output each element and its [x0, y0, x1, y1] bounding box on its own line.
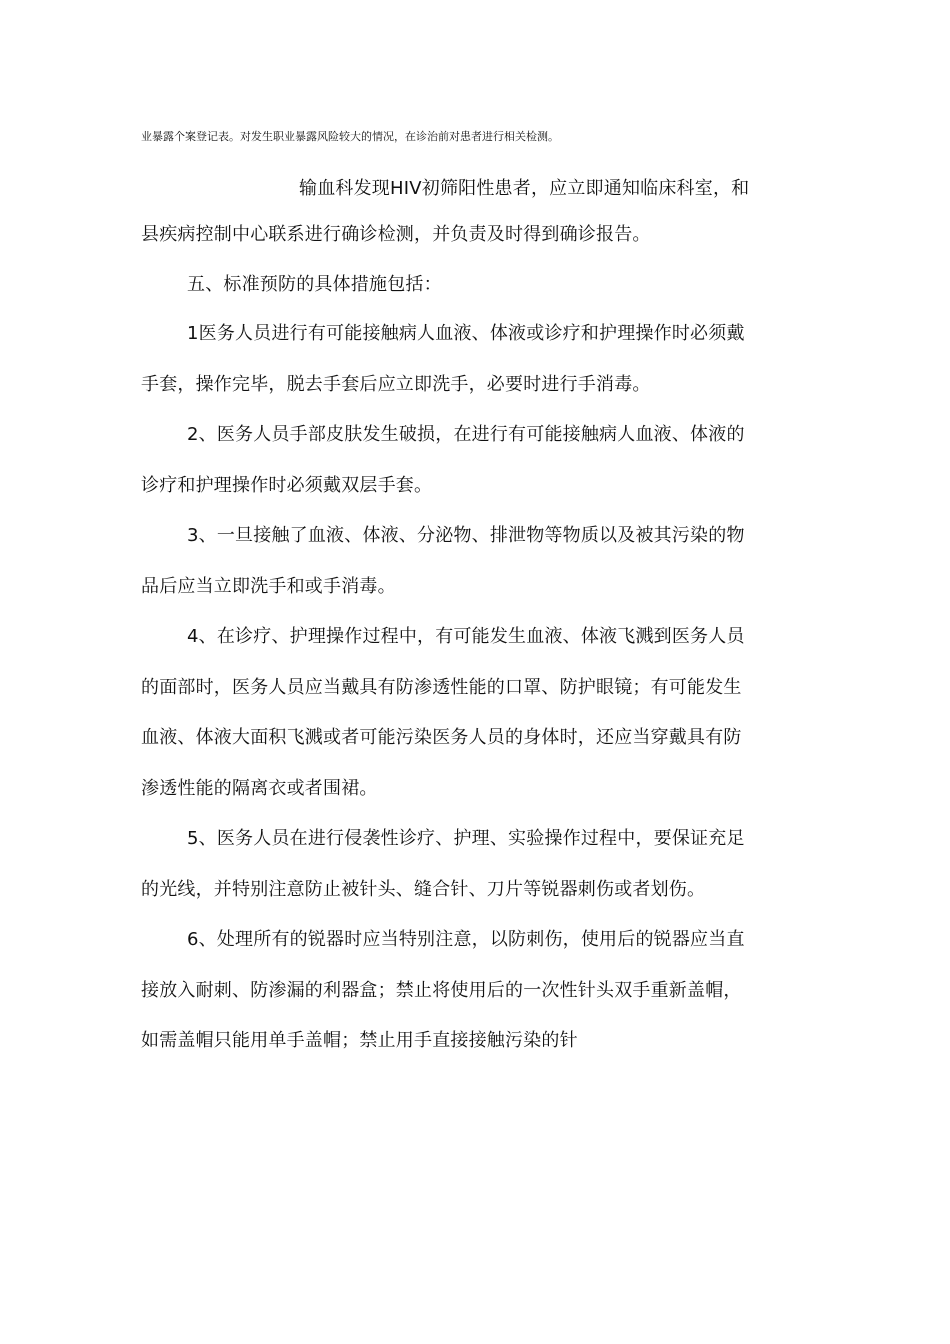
paragraph-line: 渗透性能的隔离衣或者围裙。: [141, 778, 378, 799]
paragraph-line: 输血科发现HIV初筛阳性患者，应立即通知临床科室，和: [299, 178, 750, 199]
paragraph-line: 1医务人员进行有可能接触病人血液、体液或诊疗和护理操作时必须戴: [187, 323, 745, 344]
paragraph-line: 4、在诊疗、护理操作过程中，有可能发生血液、体液飞溅到医务人员: [187, 626, 745, 647]
paragraph-line: 2、医务人员手部皮肤发生破损，在进行有可能接触病人血液、体液的: [187, 424, 745, 445]
carryover-line: 业暴露个案登记表。对发生职业暴露风险较大的情况，在诊治前对患者进行相关检测。: [141, 130, 559, 143]
paragraph-line: 的光线，并特别注意防止被针头、缝合针、刀片等锐器刺伤或者划伤。: [141, 879, 706, 900]
paragraph-line: 县疾病控制中心联系进行确诊检测，并负责及时得到确诊报告。: [141, 224, 651, 245]
paragraph-line: 接放入耐刺、防渗漏的利器盒；禁止将使用后的一次性针头双手重新盖帽，: [141, 980, 742, 1001]
paragraph-line: 诊疗和护理操作时必须戴双层手套。: [141, 475, 433, 496]
paragraph-line: 5、医务人员在进行侵袭性诊疗、护理、实验操作过程中，要保证充足: [187, 828, 745, 849]
paragraph-line: 的面部时，医务人员应当戴具有防渗透性能的口罩、防护眼镜；有可能发生: [141, 677, 742, 698]
section-heading: 五、标准预防的具体措施包括：: [187, 274, 442, 295]
paragraph-line: 6、处理所有的锐器时应当特别注意，以防刺伤，使用后的锐器应当直: [187, 929, 745, 950]
paragraph-line: 品后应当立即洗手和或手消毒。: [141, 576, 396, 597]
paragraph-line: 手套，操作完毕，脱去手套后应立即洗手，必要时进行手消毒。: [141, 374, 651, 395]
paragraph-line: 血液、体液大面积飞溅或者可能污染医务人员的身体时，还应当穿戴具有防: [141, 727, 742, 748]
paragraph-line: 3、一旦接触了血液、体液、分泌物、排泄物等物质以及被其污染的物: [187, 525, 745, 546]
paragraph-line: 如需盖帽只能用单手盖帽；禁止用手直接接触污染的针: [141, 1030, 578, 1051]
